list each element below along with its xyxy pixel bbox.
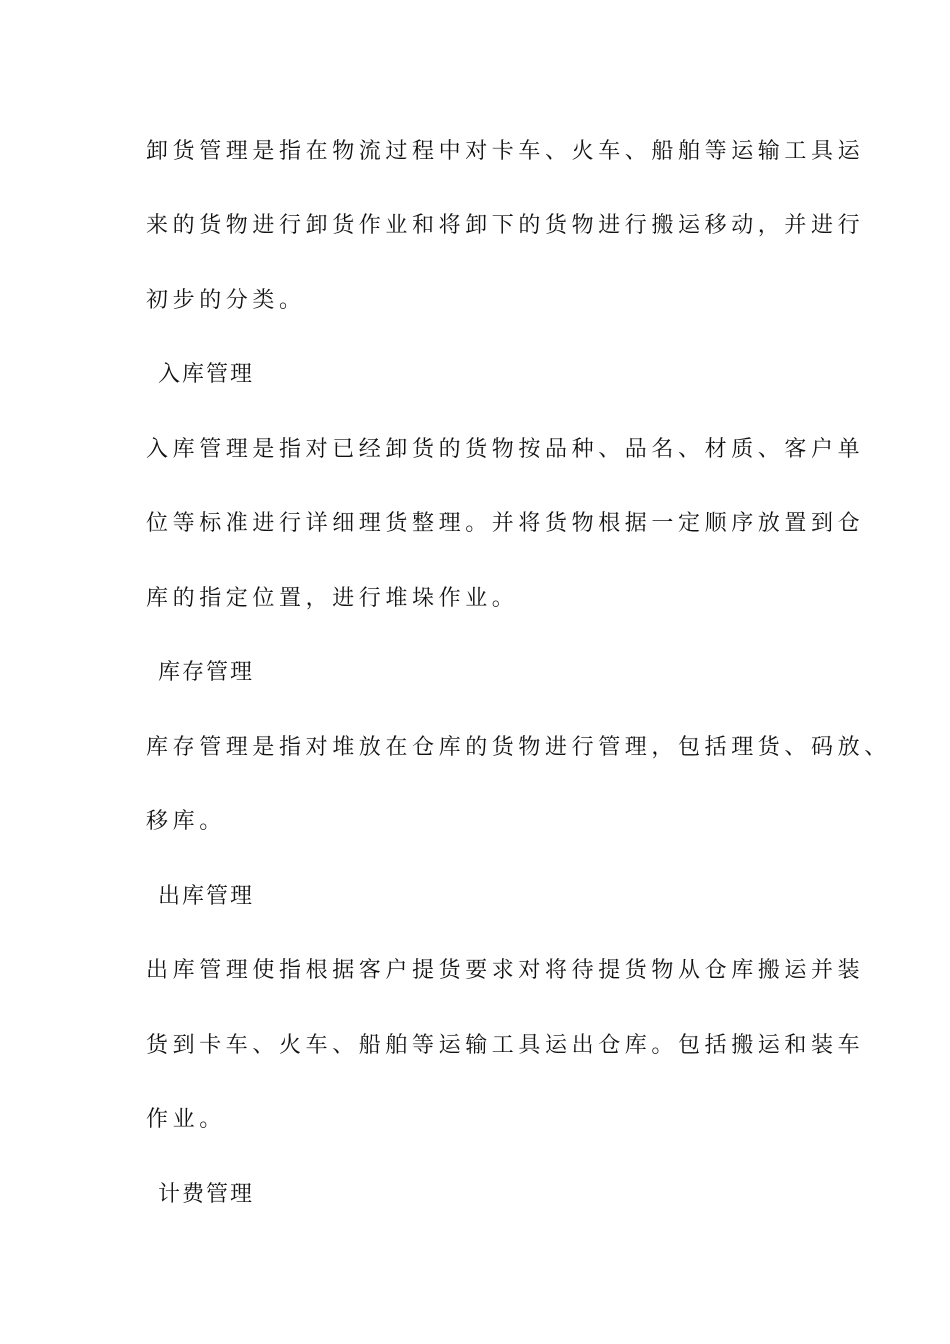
section-heading-billing: 计费管理 (158, 1182, 255, 1207)
paragraph-line: 移库。 (146, 809, 226, 834)
paragraph-line: 出库管理使指根据客户提货要求对将待提货物从仓库搬运并装 (146, 958, 865, 983)
paragraph-line: 作业。 (146, 1107, 226, 1132)
paragraph-line: 来的货物进行卸货作业和将卸下的货物进行搬运移动，并进行 (146, 213, 865, 238)
section-heading-inventory: 库存管理 (158, 660, 255, 685)
section-heading-inbound: 入库管理 (158, 362, 255, 387)
section-heading-outbound: 出库管理 (158, 884, 255, 909)
paragraph-line: 货到卡车、火车、船舶等运输工具运出仓库。包括搬运和装车 (146, 1033, 865, 1058)
paragraph-line: 位等标准进行详细理货整理。并将货物根据一定顺序放置到仓 (146, 511, 865, 536)
paragraph-line: 入库管理是指对已经卸货的货物按品种、品名、材质、客户单 (146, 437, 865, 462)
paragraph-line: 卸货管理是指在物流过程中对卡车、火车、船舶等运输工具运 (146, 139, 865, 164)
paragraph-line: 库存管理是指对堆放在仓库的货物进行管理，包括理货、码放、 (146, 735, 891, 760)
paragraph-line: 初步的分类。 (146, 288, 306, 313)
paragraph-line: 库的指定位置，进行堆垛作业。 (146, 586, 519, 611)
